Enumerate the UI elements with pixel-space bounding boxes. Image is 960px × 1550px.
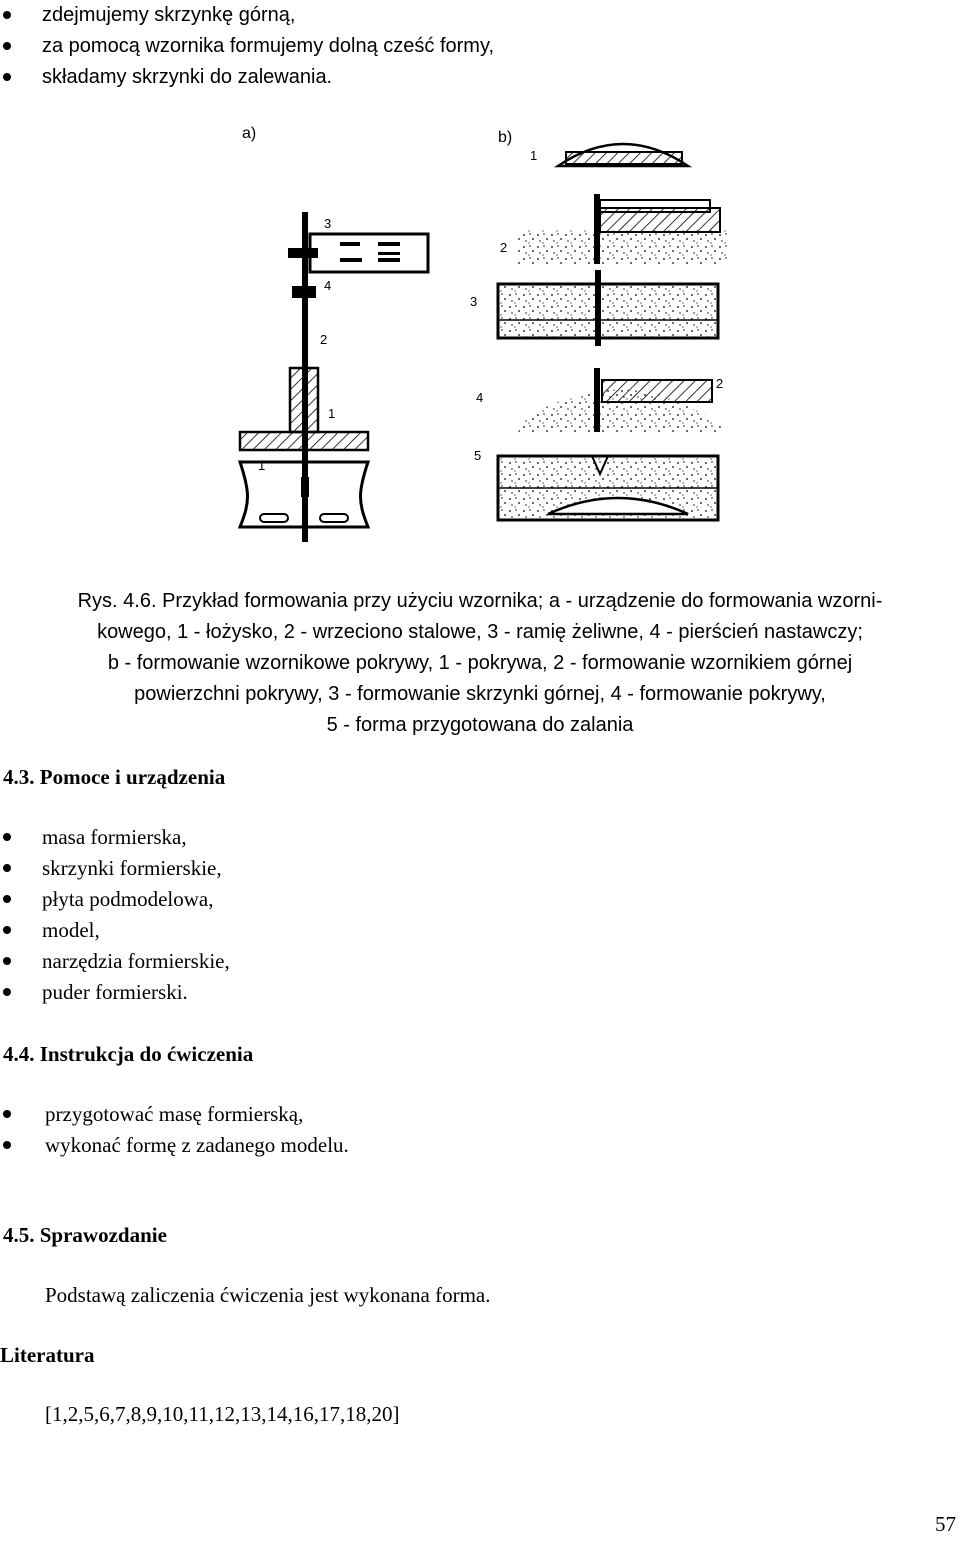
report-text: Podstawą zaliczenia ćwiczenia jest wykonana forma. — [45, 1283, 491, 1307]
label-b-5: 5 — [474, 448, 482, 463]
section-heading-instructions: 4.4. Instrukcja do ćwiczenia — [3, 1042, 254, 1066]
instructions-list — [0, 1099, 960, 1161]
list-item: model, — [0, 915, 960, 946]
panel-b-drawing — [470, 129, 728, 520]
label-a-4: 4 — [324, 278, 332, 293]
label-a-1-bottom: 1 — [258, 458, 266, 473]
top-bullet-list — [0, 0, 960, 93]
literature-heading: Literatura — [0, 1343, 95, 1367]
list-item: zdejmujemy skrzynkę górną, — [0, 0, 960, 31]
panel-a-label: a) — [242, 125, 257, 142]
caption-line: powierzchni pokrywy, 3 - formowanie skrzynki górnej, 4 - formowanie pokrywy, — [134, 683, 826, 705]
list-item: masa formierska, — [0, 822, 960, 853]
caption-line: 5 - forma przygotowana do zalania — [326, 714, 634, 736]
label-a-2: 2 — [320, 332, 328, 347]
panel-b-label: b) — [498, 129, 513, 146]
label-b-2-lower: 2 — [716, 376, 724, 391]
list-item: za pomocą wzornika formujemy dolną cześć formy, — [0, 31, 960, 62]
literature-references: [1,2,5,6,7,8,9,10,11,12,13,14,16,17,18,20] — [45, 1402, 400, 1426]
section-heading-tools: 4.3. Pomoce i urządzenia — [3, 765, 226, 789]
label-a-3: 3 — [324, 216, 332, 231]
list-item: składamy skrzynki do zalewania. — [0, 62, 960, 93]
figure-caption — [0, 586, 960, 741]
label-b-4: 4 — [476, 390, 484, 405]
caption-line: Rys. 4.6. Przykład formowania przy użyciu wzornika; a - urządzenie do formowania wzorni- — [77, 590, 883, 612]
caption-line: b - formowanie wzornikowe pokrywy, 1 - pokrywa, 2 - formowanie wzornikiem górnej — [107, 652, 853, 674]
label-a-1-top: 1 — [328, 406, 336, 421]
caption-line: kowego, 1 - łożysko, 2 - wrzeciono stalowe, 3 - ramię żeliwne, 4 - pierścień nastawczy; — [97, 621, 863, 643]
panel-a-drawing — [240, 125, 428, 542]
tools-list — [0, 822, 960, 1008]
label-b-2: 2 — [500, 240, 508, 255]
section-heading-report: 4.5. Sprawozdanie — [3, 1223, 167, 1247]
list-item: skrzynki formierskie, — [0, 853, 960, 884]
list-item: wykonać formę z zadanego modelu. — [0, 1130, 960, 1161]
list-item: płyta podmodelowa, — [0, 884, 960, 915]
label-b-1: 1 — [530, 148, 538, 163]
figure-rys-4-6 — [228, 112, 748, 542]
list-item: puder formierski. — [0, 977, 960, 1008]
page-number: 57 — [935, 1512, 956, 1536]
list-item: narzędzia formierskie, — [0, 946, 960, 977]
label-b-3: 3 — [470, 294, 478, 309]
list-item: przygotować masę formierską, — [0, 1099, 960, 1130]
